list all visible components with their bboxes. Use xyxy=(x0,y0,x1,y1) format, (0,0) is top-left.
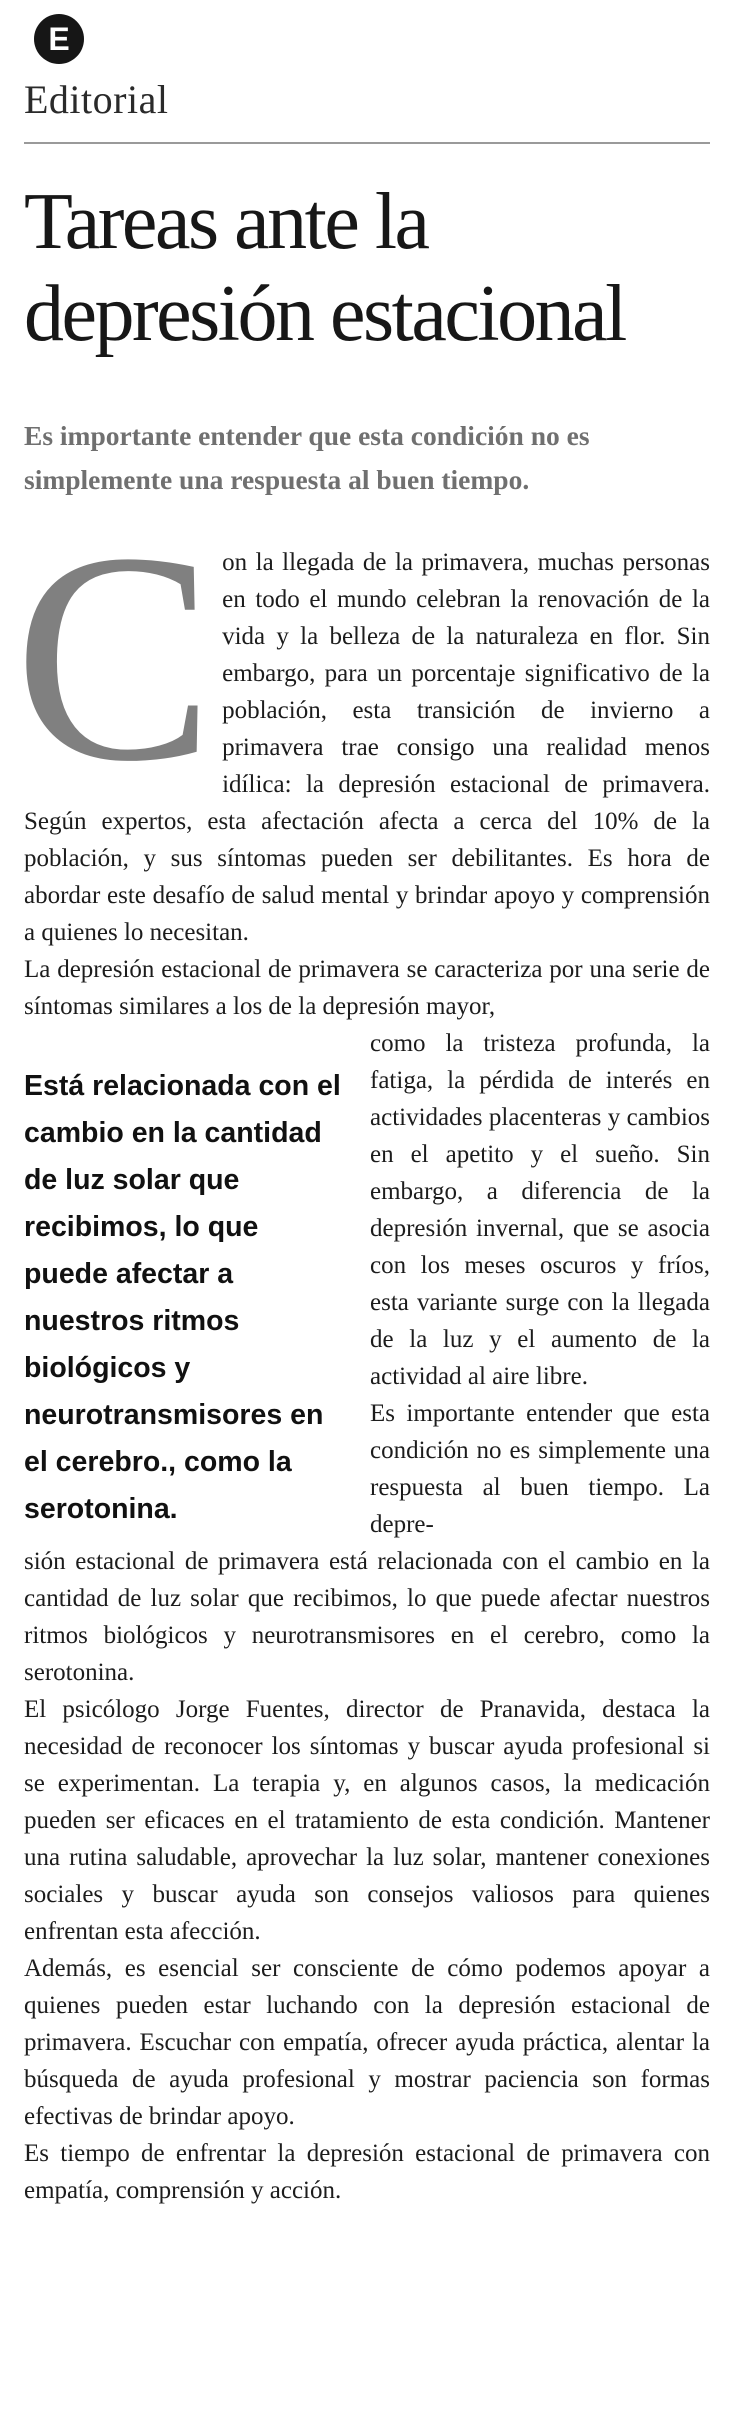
headline: Tareas ante la depresión estacional xyxy=(24,178,625,358)
paragraph-4: El psicólogo Jorge Fuentes, director de Pranavida, destaca la necesidad de reconocer los síntomas y buscar ayuda profesional si se experimentan. La terapia y, en algunos casos, la medicación pueden ser eficaces en el tratamiento de esta condición. Mantener una rutina saludable, aprovechar la luz solar, mantener conexiones sociales y buscar ayuda son consejos valiosos para quienes enfrentan esta afección. xyxy=(24,1695,710,1945)
paragraph-6: Es tiempo de enfrentar la depresión estacional de primavera con empatía, comprensión y acción. xyxy=(24,2139,710,2204)
pull-quote: Está relacionada con el cambio en la cantidad de luz solar que recibimos, lo que puede afectar a nuestros ritmos biológicos y neurotransmisores en el cerebro., como la serotonina. xyxy=(24,1069,341,1525)
paragraph-3-continued: sión estacional de primavera está relacionada con el cambio en la cantidad de luz solar que recibimos, lo que puede afectar nuestros ritmos biológicos y neurotransmisores en el cerebro, como la serotonina. xyxy=(24,1547,710,1686)
section-divider xyxy=(24,142,710,144)
editorial-article xyxy=(14,14,710,2209)
paragraph-1-text: on la llegada de la primavera, muchas personas en todo el mundo celebran la renovación de la vida y la belleza de la naturaleza en flor. Sin embargo, para un porcentaje significativo de la población, esta transición de invierno a primavera trae consigo una realidad menos idílica: la depresión estacional de primavera. Según expertos, esta afectación afecta a cerca del 10% de la población, y sus síntomas pueden ser debilitantes. Es hora de abordar este desafío de salud mental y brindar apoyo y comprensión a quienes lo necesitan. xyxy=(24,548,710,946)
section-badge-icon: E xyxy=(34,14,84,64)
narrow-column xyxy=(370,1025,710,1543)
standfirst: Es importante entender que esta condición no es simplemente una respuesta al buen tiempo. xyxy=(24,419,590,495)
paragraph-1 xyxy=(14,490,710,951)
paragraph-2-continued: como la tristeza profunda, la fatiga, la pérdida de interés en actividades placenteras y cambios en el apetito y el sueño. Sin embargo, a diferencia de la depresión invernal, que se asocia con los meses oscuros y fríos, esta variante surge con la llegada de la luz y el aumento de la actividad al aire libre. xyxy=(370,1029,710,1390)
paragraph-2: La depresión estacional de primavera se caracteriza por una serie de síntomas similares a los de la depresión mayor, xyxy=(24,955,710,1020)
pullquote-section xyxy=(24,1025,710,1543)
article-body xyxy=(14,490,710,2209)
paragraph-5: Además, es esencial ser consciente de cómo podemos apoyar a quienes pueden estar luchando con la depresión estacional de primavera. Escuchar con empatía, ofrecer ayuda práctica, alentar la búsqueda de ayuda profesional y mostrar paciencia son formas efectivas de brindar apoyo. xyxy=(24,1954,710,2130)
drop-cap: C xyxy=(14,490,215,823)
paragraph-3-start: Es importante entender que esta condición no es simplemente una respuesta al buen tiempo. La depre- xyxy=(370,1399,710,1538)
section-label: Editorial xyxy=(24,77,169,122)
